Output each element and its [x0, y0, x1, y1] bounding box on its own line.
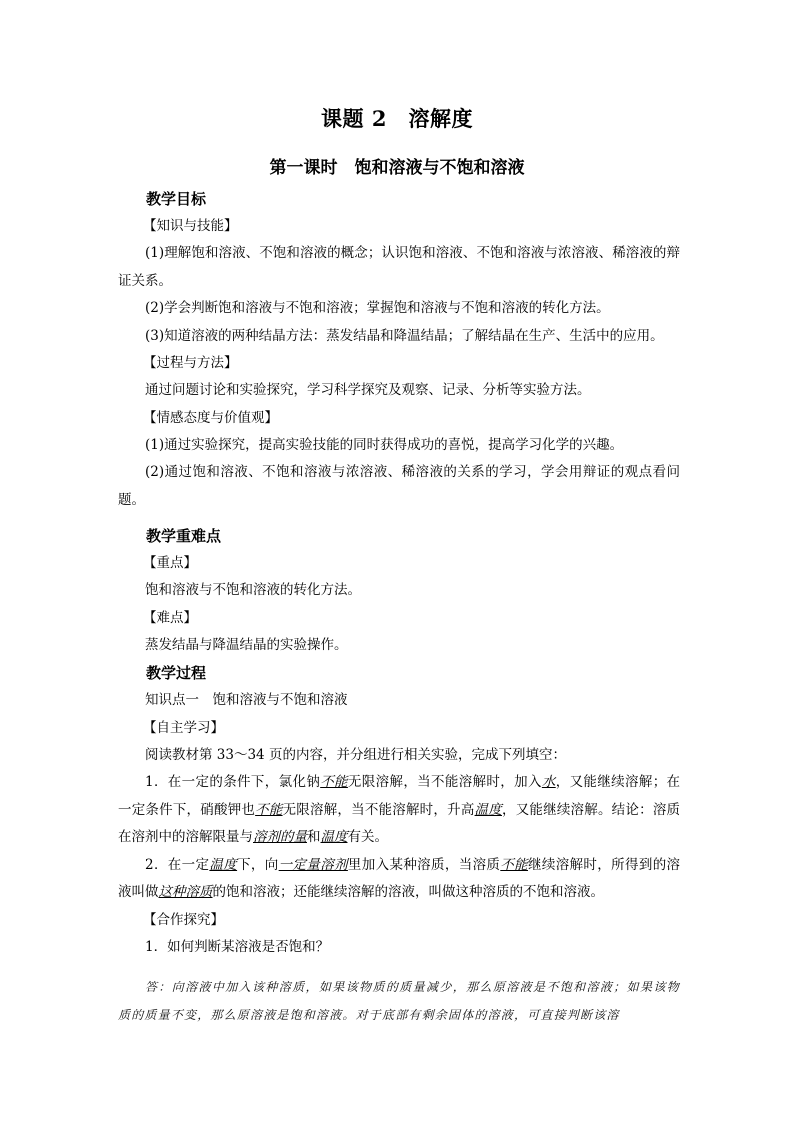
goal-e1: (1)通过实验探究，提高实验技能的同时获得成功的喜悦，提高学习化学的兴趣。: [145, 436, 624, 453]
focus-label: 【重点】: [143, 555, 197, 571]
blank-answer: 温度: [209, 856, 238, 873]
focus-text: 饱和溶液与不饱和溶液的转化方法。: [145, 582, 361, 598]
emotion-label: 【情感态度与价值观】: [143, 409, 278, 426]
blank-answer: 不能: [320, 774, 348, 790]
blank-answer: 一定量溶剂: [278, 856, 348, 873]
coop-question-1: 1．如何判断某溶液是否饱和？: [145, 938, 330, 955]
blank-answer: 这种溶质: [158, 884, 213, 900]
goal-k1: (1)理解饱和溶液、不饱和溶液的概念；认识饱和溶液、不饱和溶液与浓溶液、稀溶液的辩证关系。: [118, 245, 680, 289]
goals-heading: 教学目标: [146, 190, 207, 208]
goal-p1: 通过问题讨论和实验探究，学习科学探究及观察、记录、分析等实验方法。: [145, 382, 591, 398]
blank-answer: 不能: [255, 801, 283, 818]
self-study-intro: 阅读教材第 33～34 页的内容，并分组进行相关实验，完成下列填空：: [145, 746, 566, 763]
blank-answer: 溶剂的量: [253, 829, 307, 845]
self-study-label: 【自主学习】: [143, 719, 224, 736]
coop-answer-1: 答：向溶液中加入该种溶质，如果该物质的质量减少，那么原溶液是不饱和溶液；如果该物质的质量不变，那么原溶液是饱和溶液。对于底部有剩余固体的溶液，可直接判断该溶: [118, 980, 680, 1022]
process-heading: 教学过程: [146, 664, 207, 682]
blank-answer: 温度: [320, 829, 348, 845]
document-body: [118, 185, 680, 1041]
knowledge-label: 【知识与技能】: [143, 218, 238, 234]
blank-answer: 水: [541, 774, 556, 790]
blank-answer: 不能: [500, 856, 529, 873]
process-method-label: 【过程与方法】: [143, 355, 238, 371]
lesson-title: 课题 2 溶解度: [321, 106, 473, 131]
goal-e2: (2)通过饱和溶液、不饱和溶液与浓溶液、稀溶液的关系的学习，学会用辩证的观点看问题。: [118, 464, 680, 508]
difficulty-text: 蒸发结晶与降温结晶的实验操作。: [145, 636, 348, 653]
difficulty-label: 【难点】: [143, 609, 197, 626]
cooperative-label: 【合作探究】: [143, 911, 224, 928]
goal-k3: (3)知道溶液的两种结晶方法：蒸发结晶和降温结晶；了解结晶在生产、生活中的应用。: [145, 327, 664, 344]
knowledge-point-1: 知识点一 饱和溶液与不饱和溶液: [145, 692, 348, 708]
key-points-heading: 教学重难点: [146, 527, 222, 545]
question-1: 1．在一定的条件下，氯化钠不能无限溶解，当不能溶解时，加入水，又能继续溶解；在一定条件下，硝酸钾也不能无限溶解，当不能溶解时，升高温度，又能继续溶解。结论：溶质在溶剂中的溶解限量与溶剂的量和温度有关。: [118, 774, 681, 845]
question-2: 2．在一定温度下，向一定量溶剂里加入某种溶质，当溶质不能继续溶解时，所得到的溶液叫做这种溶质的饱和溶液；还能继续溶解的溶液，叫做这种溶质的不饱和溶液。: [118, 856, 681, 900]
blank-answer: 温度: [474, 801, 502, 818]
lesson-subtitle: 第一课时 饱和溶液与不饱和溶液: [269, 158, 525, 178]
goal-k2: (2)学会判断饱和溶液与不饱和溶液；掌握饱和溶液与不饱和溶液的转化方法。: [145, 300, 610, 316]
